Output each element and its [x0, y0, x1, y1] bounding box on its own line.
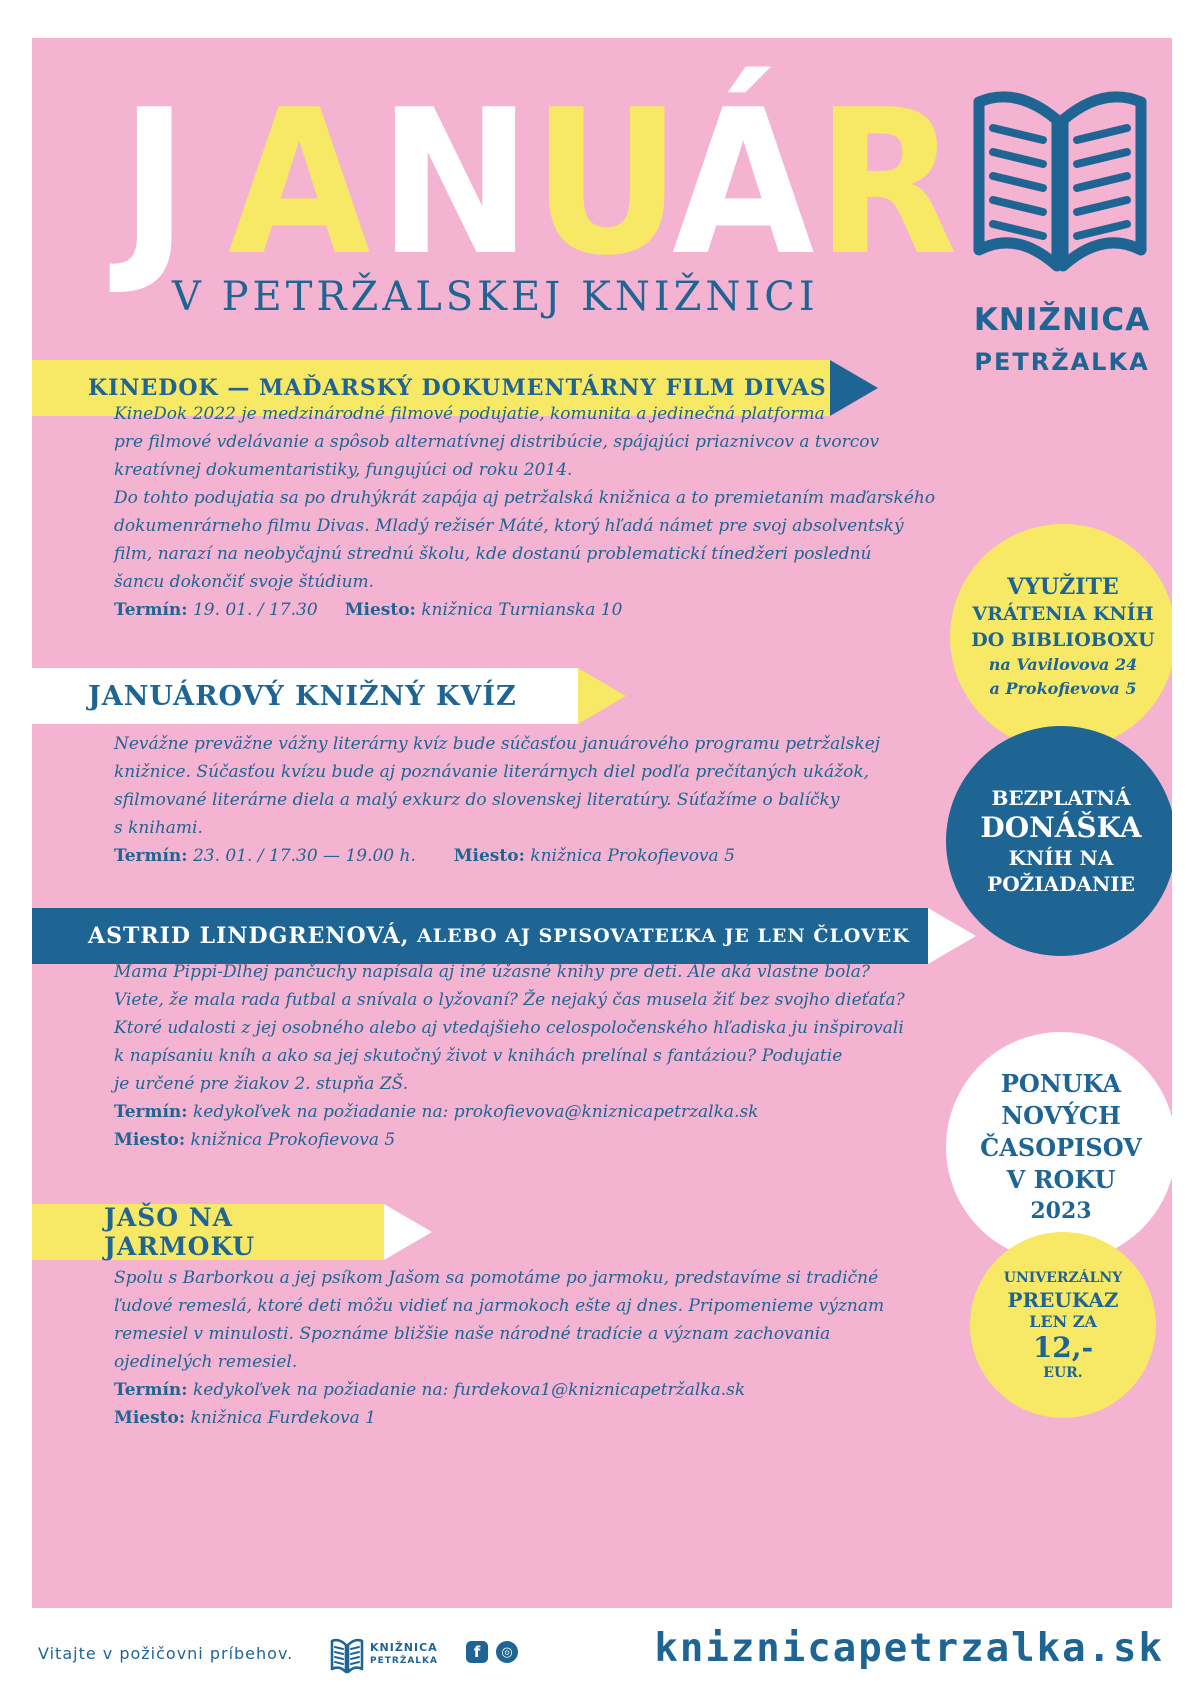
website-url[interactable]: kniznicapetrzalka.sk	[654, 1626, 1164, 1671]
footer	[0, 1612, 1202, 1700]
title-letter-a-acute: Á	[672, 67, 811, 300]
event-2-title: JANUÁROVÝ KNIŽNÝ KVÍZ	[32, 668, 578, 724]
biblio-line-3: DO BIBLIOBOXU	[971, 629, 1155, 651]
footer-tagline: Vitajte v požičovni príbehov.	[38, 1644, 294, 1663]
delivery-line-1: BEZPLATNÁ	[991, 786, 1131, 810]
card-line-1: UNIVERZÁLNY	[1003, 1269, 1123, 1286]
event-1-miesto: knižnica Turnianska 10	[421, 600, 623, 620]
event-3-title-main: ASTRID LINDGRENOVÁ,	[88, 923, 410, 949]
open-book-icon	[971, 80, 1149, 280]
event-3-title-rest: ALEBO AJ SPISOVATEĽKA JE LEN ČLOVEK	[409, 925, 910, 947]
event-4-line: remesiel v minulosti. Spoznáme bližšie naše národné tradície a význam zachovania	[114, 1324, 831, 1344]
event-4-text	[114, 1264, 884, 1376]
biblio-box-circle	[950, 524, 1172, 750]
event-1-termin-label: Termín:	[114, 600, 188, 620]
event-3-line: Ktoré udalosti z jej osobného alebo aj vtedajšieho celospoločenského hľadiska ju inšpirovali	[114, 1018, 904, 1038]
event-2-termin-label: Termín:	[114, 846, 188, 866]
event-4-miesto-label: Miesto:	[114, 1408, 186, 1428]
event-2-line: Nevážne preväžne vážny literárny kvíz bude súčasťou januárového programu petržalskej	[114, 734, 881, 754]
event-3-meta	[114, 1098, 758, 1154]
event-3-termin: kedykoľvek na požiadanie na: prokofievova@kniznicapetrzalka.sk	[192, 1102, 759, 1122]
title-letter-u: U	[532, 67, 678, 300]
event-1-line: dokumenrárneho filmu Divas. Mladý režisér Máté, ktorý hľadá námet pre svoj absolventský	[114, 516, 904, 536]
event-4-line: ojedinelých remesiel.	[114, 1352, 298, 1372]
magazines-line-2: NOVÝCH	[1001, 1101, 1121, 1130]
biblio-line-4: na Vavilovova 24	[988, 655, 1138, 674]
magazines-line-1: PONUKA	[1000, 1069, 1122, 1098]
event-3-termin-label: Termín:	[114, 1102, 188, 1122]
event-2-meta	[114, 842, 735, 870]
logo-sub: PETRŽALKA	[974, 348, 1150, 376]
event-4-miesto: knižnica Furdekova 1	[190, 1408, 376, 1428]
event-3-title	[32, 908, 928, 964]
event-3-line: je určené pre žiakov 2. stupňa ZŠ.	[114, 1074, 409, 1094]
event-2-line: s knihami.	[114, 818, 203, 838]
event-4-line: Spolu s Barborkou a jej psíkom Jašom sa pomotáme po jarmoku, predstavíme si tradičné	[114, 1268, 879, 1288]
magazines-circle	[946, 1032, 1172, 1262]
footer-logo	[330, 1632, 438, 1682]
event-1-line: šancu dokončiť svoje štúdium.	[114, 572, 375, 592]
event-3-line: Mama Pippi-Dlhej pančuchy napísala aj iné úžasné knihy pre deti. Ale aká vlastne bola?	[114, 962, 871, 982]
title-letter-j: J	[120, 67, 185, 300]
event-1-line: Do tohto podujatia sa po druhýkrát zapája aj petržalská knižnica a to premietaním maďarského	[114, 488, 936, 508]
logo-name: KNIŽNICA	[973, 302, 1151, 338]
delivery-line-3: KNÍH NA	[1008, 846, 1114, 870]
event-4-line: ľudové remeslá, ktoré deti môžu vidieť na jarmokoch ešte aj dnes. Pripomenieme význam	[114, 1296, 885, 1316]
title-letter-r: R	[816, 67, 955, 300]
card-price-circle	[970, 1232, 1156, 1418]
magazines-line-3: ČASOPISOV	[980, 1133, 1142, 1162]
event-4-meta	[114, 1376, 745, 1432]
magazines-line-4: V ROKU	[1006, 1165, 1116, 1194]
footer-logo-name: KNIŽNICA	[370, 1641, 438, 1654]
event-1-title: KINEDOK — MAĎARSKÝ DOKUMENTÁRNY FILM DIVAS	[32, 360, 830, 416]
title-letter-n: N	[378, 67, 529, 300]
event-3-arrow-tip	[928, 908, 976, 964]
biblio-line-5: a Prokofievova 5	[989, 679, 1137, 698]
event-3-banner	[32, 908, 976, 964]
event-2-line: knižnice. Súčasťou kvízu bude aj poznávanie literárnych diel podľa prečítaných ukážok,	[114, 762, 870, 782]
social-links	[466, 1641, 518, 1663]
event-3-text	[114, 958, 905, 1098]
event-1-termin: 19. 01. / 17.30	[192, 600, 318, 620]
event-1-meta	[114, 596, 622, 624]
event-1-miesto-label: Miesto:	[344, 600, 416, 620]
event-2-termin: 23. 01. / 17.30 — 19.00 h.	[192, 846, 416, 866]
event-4-title: JAŠO NA JARMOKU	[32, 1204, 384, 1260]
event-2-miesto: knižnica Prokofievova 5	[530, 846, 735, 866]
card-line-5: EUR.	[1043, 1364, 1083, 1381]
poster	[32, 38, 1172, 1608]
delivery-line-2: DONÁŠKA	[980, 811, 1142, 844]
event-4-arrow-tip	[384, 1204, 432, 1260]
event-4-termin: kedykoľvek na požiadanie na: furdekova1@kniznicapetržalka.sk	[192, 1380, 746, 1400]
facebook-icon[interactable]: f	[466, 1641, 488, 1663]
delivery-line-4: POŽIADANIE	[987, 872, 1135, 896]
hero-title	[120, 66, 955, 301]
event-1-line: kreatívnej dokumentaristiky, fungujúci od roku 2014.	[114, 460, 573, 480]
library-logo	[957, 80, 1167, 385]
event-3-miesto: knižnica Prokofievova 5	[190, 1130, 396, 1150]
event-1-text	[114, 400, 935, 596]
title-letter-a: A	[228, 67, 367, 300]
magazines-line-5: 2023	[1030, 1198, 1092, 1224]
event-2-text	[114, 730, 880, 842]
event-1-line: KineDok 2022 je medzinárodné filmové podujatie, komunita a jedinečná platforma	[114, 404, 825, 424]
event-1-line: pre filmové vdelávanie a spôsob alternatívnej distribúcie, spájajúci priaznivcov a tvorcov	[114, 432, 880, 452]
subtitle: V PETRŽALSKEJ KNIŽNICI	[172, 274, 819, 320]
delivery-circle	[946, 726, 1172, 956]
event-1-line: film, narazí na neobyčajnú strednú školu, kde dostanú problematickí tínedžeri poslednú	[114, 544, 872, 564]
footer-book-icon	[330, 1636, 364, 1676]
card-line-2: PREUKAZ	[1007, 1287, 1119, 1312]
event-2-line: sfilmované literárne diela a malý exkurz do slovenskej literatúry. Súťažíme o balíčky	[114, 790, 840, 810]
event-3-line: Viete, že mala rada futbal a snívala o lyžovaní? Že nejaký čas musela žiť bez svojho dieťaťa?	[114, 990, 905, 1010]
card-line-4: 12,-	[1032, 1330, 1094, 1364]
event-2-miesto-label: Miesto:	[453, 846, 525, 866]
event-2-banner	[32, 668, 626, 724]
biblio-line-1: VYUŽITE	[1007, 574, 1119, 600]
event-3-miesto-label: Miesto:	[114, 1130, 186, 1150]
event-4-termin-label: Termín:	[114, 1380, 188, 1400]
event-3-line: k napísaniu kníh a ako sa jej skutočný život v knihách prelínal s fantáziou? Podujatie	[114, 1046, 843, 1066]
footer-logo-sub: PETRŽALKA	[370, 1656, 438, 1666]
event-4-banner	[32, 1204, 432, 1260]
biblio-line-2: VRÁTENIA KNÍH	[972, 603, 1154, 625]
card-line-3: LEN ZA	[1029, 1311, 1097, 1331]
event-2-arrow-tip	[578, 668, 626, 724]
instagram-icon[interactable]: ◎	[496, 1641, 518, 1663]
